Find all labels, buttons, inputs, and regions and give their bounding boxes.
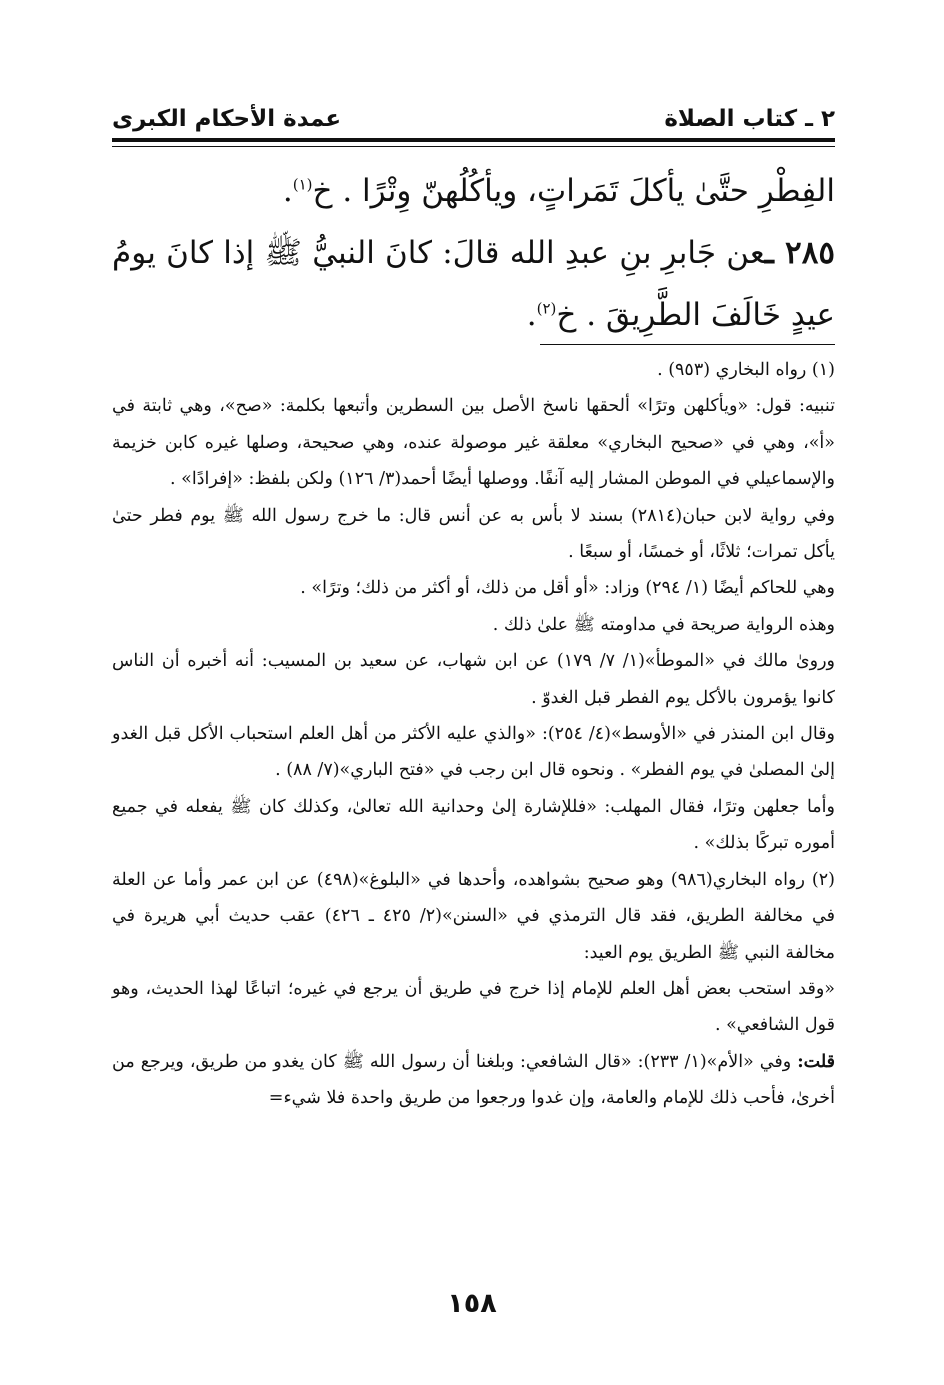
running-header <box>112 92 835 132</box>
footnote-paragraph: «وقد استحب بعض أهل العلم للإمام إذا خرج في طريق أن يرجع في غيره؛ اتباعًا لهذا الحديث، وهو قول الشافعي» . <box>112 978 835 1036</box>
footnote-paragraph: وهي للحاكم أيضًا (١/ ٢٩٤) وزاد: «أو أقل من ذلك، أو أكثر من ذلك؛ وترًا» . <box>300 578 835 599</box>
header-rule-thin <box>112 146 835 147</box>
footnote-separator <box>540 344 835 345</box>
hadith-285: ٢٨٥ ـعن جَابرِ بنِ عبدِ الله قالَ: كانَ النبيُّ ﷺ إذا كانَ يومُ عيدٍ خَالَفَ الطَّرِيقَ . خ$^{(٢)}$. <box>112 235 835 333</box>
footnote-paragraph: وفي رواية لابن حبان(٢٨١٤) بسند لا بأس به عن أنس قال: ما خرج رسول الله ﷺ يوم فطر حتىٰ يأكل تمرات؛ ثلاثًا، أو خمسًا، أو سبعًا . <box>112 505 835 563</box>
main-line-1: الفِطْرِ حتَّىٰ يأكلَ تَمَراتٍ، ويأكُلُهنّ وِتْرًا . خ$^{(١)}$. <box>282 173 835 209</box>
page-number: ١٥٨ <box>447 1288 497 1319</box>
footnote-paragraph: (٢) رواه البخاري(٩٨٦) وهو صحيح بشواهده، وأحدها في «البلوغ»(٤٩٨) عن ابن عمر وأما عن العلة في مخالفة الطريق، فقد قال الترمذي في «السنن»(٢/ ٤٢٥ ـ ٤٢٦) عقب حديث أبي هريرة في مخالفة النبي ﷺ الطريق يوم العيد: <box>112 869 835 963</box>
footnote-paragraph: وأما جعلهن وترًا، فقال المهلب: «فللإشارة إلىٰ وحدانية الله تعالىٰ، وكذلك كان ﷺ يفعله في جميع أموره تبركًا بذلك» . <box>112 796 835 854</box>
footnote-paragraph: قلت: وفي «الأم»(١/ ٢٣٣): «قال الشافعي: وبلغنا أن رسول الله ﷺ كان يغدو من طريق، ويرجع من أخرىٰ، فأحب ذلك للإمام والعامة، وإن غدوا ورجعوا من طريق واحدة فلا شيء= <box>112 1051 835 1109</box>
footnote-paragraph: وروىٰ مالك في «الموطأ»(١/ ٧/ ١٧٩) عن ابن شهاب، عن سعيد بن المسيب: أنه أخبره أن الناس كانوا يؤمرون بالأكل يوم الفطر قبل الغدوّ . <box>112 651 835 708</box>
footnote-paragraph: وقال ابن المنذر في «الأوسط»(٤/ ٢٥٤): «والذي عليه الأكثر من أهل العلم استحباب الأكل قبل الغدو إلىٰ المصلىٰ في يوم الفطر» . ونحوه قال ابن رجب في «فتح الباري»(٧/ ٨٨) . <box>112 724 835 781</box>
footnote-marker-2: (٢) <box>536 299 557 318</box>
footnote-paragraph: (١) رواه البخاري (٩٥٣) . <box>657 360 835 380</box>
chapter-title: ٢ ـ كتاب الصلاة <box>664 106 835 132</box>
hadith-number: ٢٨٥ ـ <box>764 235 835 271</box>
footnote-paragraph: وهذه الرواية صريحة في مداومته ﷺ علىٰ ذلك . <box>492 614 835 635</box>
header-rule-thick <box>112 138 835 142</box>
footnote-paragraph: تنبيه: قول: «ويأكلهن وترًا» ألحقها ناسخ الأصل بين السطرين وأتبعها بكلمة: «صح»، وهي ثابتة في «أ»، وهي في «صحيح البخاري» معلقة غير موصولة عنده، وهي صحيحة، وصلها غيره كابن خزيمة والإسماعيلي في الموطن المشار إليه آنفًا. ووصلها أيضًا أحمد(٣/ ١٢٦) ولكن بلفظ: «إفرادًا» . <box>112 396 835 490</box>
qultu-label: قلت: <box>797 1051 835 1072</box>
book-title: عمدة الأحكام الكبرى <box>112 106 342 132</box>
footnotes <box>112 352 835 1117</box>
main-text <box>112 160 835 346</box>
footnote-marker-1: (١) <box>292 175 313 194</box>
hadith-text: عن جَابرِ بنِ عبدِ الله قالَ: كانَ النبيُّ ﷺ إذا كانَ يومُ عيدٍ خَالَفَ الطَّرِيقَ . خ <box>112 235 835 333</box>
